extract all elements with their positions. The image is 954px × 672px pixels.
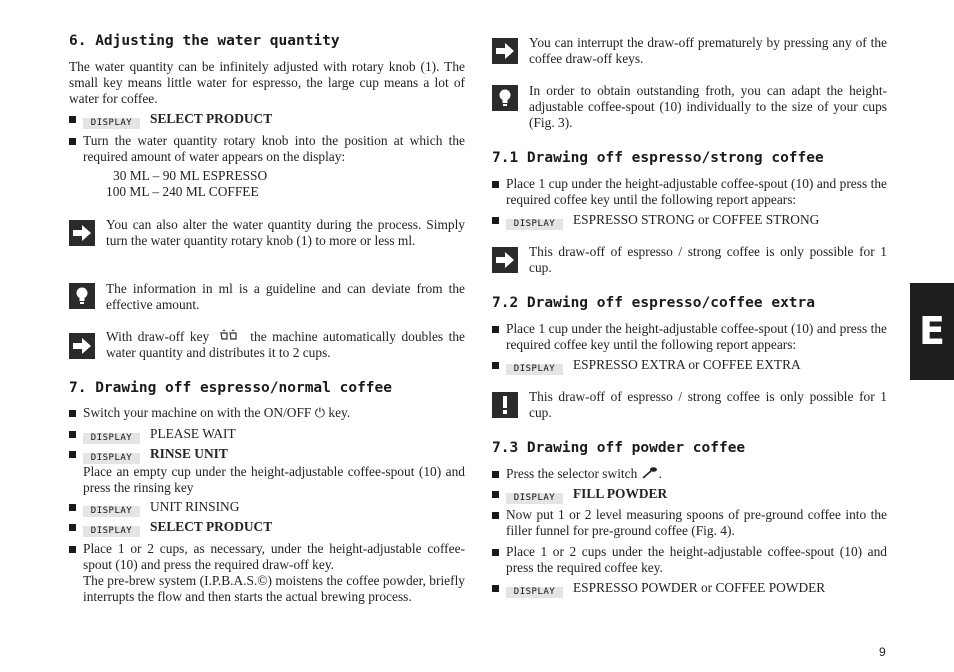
list-item: DISPLAY ESPRESSO EXTRA or COFFEE EXTRA: [492, 357, 887, 375]
note-double-water: With draw-off key the machine automatically doubles the water quantity and distributes it to 2 cups.: [106, 329, 465, 360]
double-cup-icon: [219, 329, 241, 343]
note-interrupt: You can interrupt the draw-off prematurely by pressing any of the coffee draw-off keys.: [529, 35, 887, 66]
section-6-intro: The water quantity can be infinitely adjusted with rotary knob (1). The small key means little water for espresso, the large cup means a lot of water for coffee.: [69, 59, 465, 106]
section-7-2-heading: 7.2 Drawing off espresso/coffee extra: [492, 295, 816, 311]
section-7-1-heading: 7.1 Drawing off espresso/strong coffee: [492, 150, 824, 166]
note-extra-one-cup: This draw-off of espresso / strong coffee is only possible for 1 cup.: [529, 389, 887, 420]
list-item: Switch your machine on with the ON/OFF ⏻ key.: [69, 405, 465, 422]
display-icon: DISPLAY: [83, 433, 140, 444]
note-guideline: The information in ml is a guideline and can deviate from the effective amount.: [106, 281, 465, 312]
page-number: 9: [879, 645, 886, 659]
powder-spoon-icon: [641, 466, 659, 479]
list-item: DISPLAY UNIT RINSING: [69, 499, 465, 517]
list-item: Turn the water quantity rotary knob into the position at which the required amount of water appears on the display:: [69, 133, 465, 165]
list-item: DISPLAY SELECT PRODUCT: [69, 519, 465, 537]
list-item: DISPLAY PLEASE WAIT: [69, 426, 465, 444]
list-item: DISPLAY RINSE UNIT Place an empty cup under the height-adjustable coffee-spout (10) and press the rinsing key: [69, 446, 465, 496]
language-tab: E: [910, 283, 954, 380]
note-strong-one-cup: This draw-off of espresso / strong coffee is only possible for 1 cup.: [529, 244, 887, 275]
list-item: Place 1 cup under the height-adjustable coffee-spout (10) and press the required coffee key until the following report appears:: [492, 176, 887, 208]
arrow-right-icon: [492, 38, 518, 64]
note-froth: In order to obtain outstanding froth, you can adapt the height-adjustable coffee-spout (10) individually to the size of your cups (Fig. 3).: [529, 83, 887, 130]
arrow-right-icon: [69, 333, 95, 359]
list-item: DISPLAY ESPRESSO STRONG or COFFEE STRONG: [492, 212, 887, 230]
arrow-right-icon: [492, 247, 518, 273]
water-range-espresso: 30 ML – 90 ML ESPRESSO: [113, 168, 268, 183]
lightbulb-icon: [492, 85, 518, 111]
note-alter-water: You can also alter the water quantity during the process. Simply turn the water quantity rotary knob (1) to more or less ml.: [106, 217, 465, 248]
list-item: Place 1 or 2 cups under the height-adjustable coffee-spout (10) and press the required coffee key.: [492, 544, 887, 576]
section-6-heading: 6. Adjusting the water quantity: [69, 33, 340, 49]
list-item: Now put 1 or 2 level measuring spoons of pre-ground coffee into the filler funnel for pre-ground coffee (Fig. 4).: [492, 507, 887, 539]
power-icon: ⏻: [314, 406, 326, 421]
display-icon: DISPLAY: [506, 364, 563, 375]
arrow-right-icon: [69, 220, 95, 246]
display-icon: DISPLAY: [83, 453, 140, 464]
lightbulb-icon: [69, 283, 95, 309]
display-icon: DISPLAY: [506, 219, 563, 230]
display-icon: DISPLAY: [83, 118, 140, 129]
list-item: DISPLAY SELECT PRODUCT: [69, 111, 465, 129]
display-icon: DISPLAY: [83, 506, 140, 517]
section-7-3-heading: 7.3 Drawing off powder coffee: [492, 440, 746, 456]
list-item: DISPLAY ESPRESSO POWDER or COFFEE POWDER: [492, 580, 887, 598]
section-7-heading: 7. Drawing off espresso/normal coffee: [69, 380, 393, 396]
list-item: DISPLAY FILL POWDER: [492, 486, 887, 504]
water-range-coffee: 100 ML – 240 ML COFFEE: [106, 184, 259, 199]
display-icon: DISPLAY: [506, 493, 563, 504]
list-item: Place 1 cup under the height-adjustable coffee-spout (10) and press the required coffee key until the following report appears:: [492, 321, 887, 353]
list-item: Press the selector switch .: [492, 466, 887, 482]
warning-icon: [492, 392, 518, 418]
list-item: Place 1 or 2 cups, as necessary, under the height-adjustable coffee-spout (10) and press the required draw-off key. The pre-brew system (I.P.B.A.S.©) moistens the coffee powder, briefly interrupts the flow and then starts the actual brewing process.: [69, 541, 465, 605]
display-icon: DISPLAY: [83, 526, 140, 537]
display-icon: DISPLAY: [506, 587, 563, 598]
